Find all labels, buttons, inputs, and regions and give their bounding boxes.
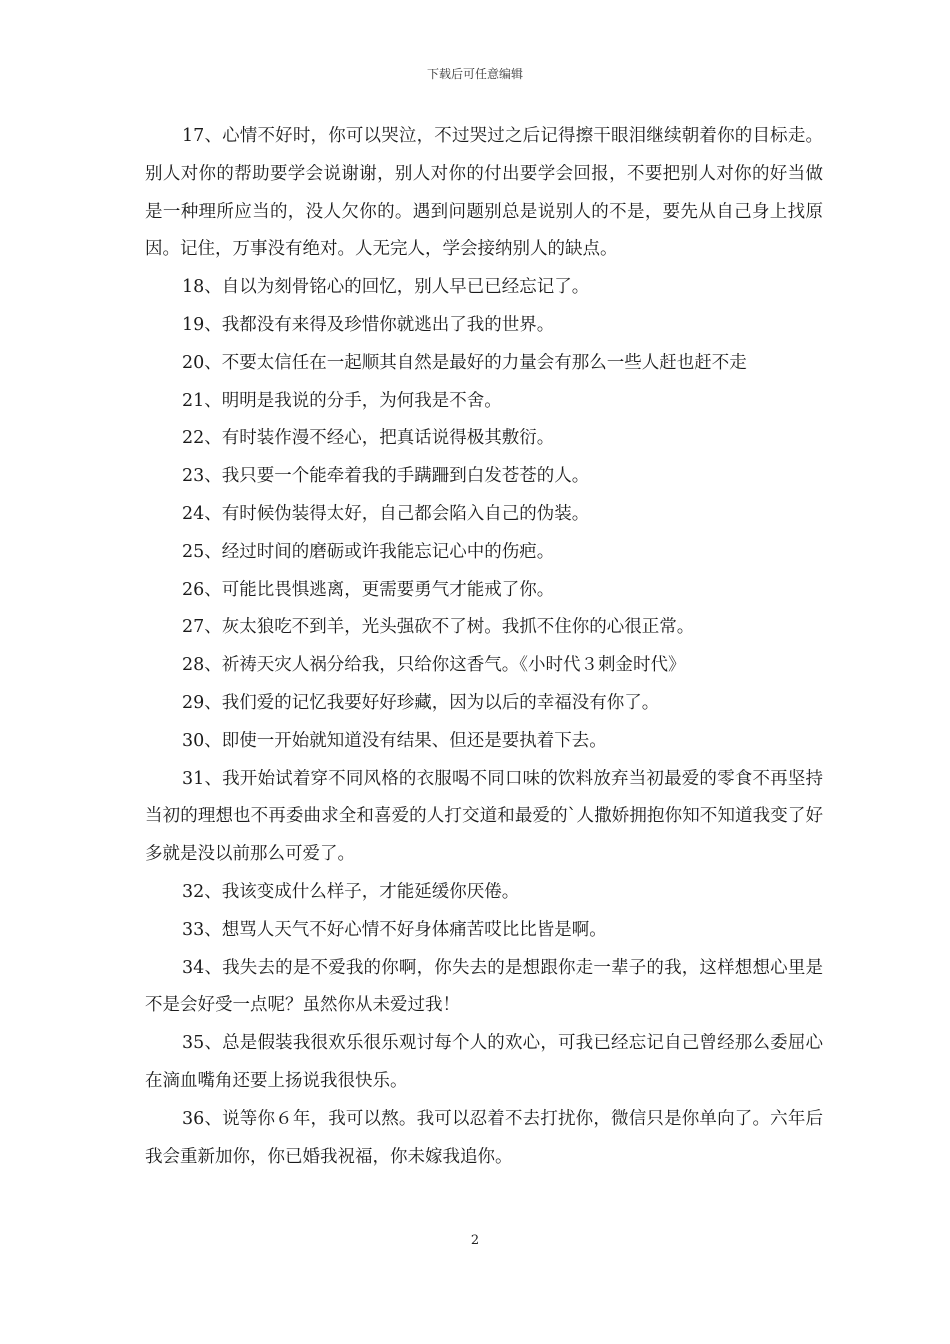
paragraph-17: 17、心情不好时，你可以哭泣，不过哭过之后记得擦干眼泪继续朝着你的目标走。别人对你的帮助要学会说谢谢，别人对你的付出要学会回报，不要把别人对你的好当做是一种理所应当的，没人欠你的。遇到问题别总是说别人的不是，要先从自己身上找原因。记住，万事没有绝对。人无完人，学会接纳别人的缺点。	[145, 126, 823, 260]
paragraph-32: 32、我该变成什么样子，才能延缓你厌倦。	[182, 881, 520, 902]
paragraph-24: 24、有时候伪装得太好，自己都会陷入自己的伪装。	[182, 503, 590, 524]
paragraph-36: 36、说等你６年，我可以熬。我可以忍着不去打扰你，微信只是你单向了。六年后我会重新加你，你已婚我祝福，你未嫁我追你。	[145, 1108, 823, 1167]
paragraph-25: 25、经过时间的磨砺或许我能忘记心中的伤疤。	[182, 541, 555, 562]
paragraph-29: 29、我们爱的记忆我要好好珍藏，因为以后的幸福没有你了。	[182, 692, 660, 713]
paragraph-18: 18、自以为刻骨铭心的回忆，别人早已已经忘记了。	[182, 277, 590, 298]
paragraph-20: 20、不要太信任在一起顺其自然是最好的力量会有那么一些人赶也赶不走	[182, 352, 747, 373]
page-header: 下载后可任意编辑	[426, 67, 523, 81]
paragraph-26: 26、可能比畏惧逃离，更需要勇气才能戒了你。	[182, 579, 555, 600]
paragraph-19: 19、我都没有来得及珍惜你就逃出了我的世界。	[182, 314, 555, 335]
paragraph-31: 31、我开始试着穿不同风格的衣服喝不同口味的饮料放弃当初最爱的零食不再坚持当初的理想也不再委曲求全和喜爱的人打交道和最爱的`人撒娇拥抱你知不知道我变了好多就是没以前那么可爱了。	[145, 768, 823, 865]
paragraph-30: 30、即使一开始就知道没有结果、但还是要执着下去。	[182, 730, 607, 751]
paragraph-21: 21、明明是我说的分手，为何我是不舍。	[182, 390, 502, 411]
paragraph-28: 28、祈祷天灾人祸分给我，只给你这香气。《小时代３刺金时代》	[182, 655, 686, 676]
paragraph-27: 27、灰太狼吃不到羊，光头强砍不了树。我抓不住你的心很正常。	[182, 617, 695, 638]
paragraph-23: 23、我只要一个能牵着我的手蹒跚到白发苍苍的人。	[182, 466, 590, 487]
paragraph-35: 35、总是假装我很欢乐很乐观讨每个人的欢心，可我已经忘记自己曾经那么委屈心在滴血嘴角还要上扬说我很快乐。	[145, 1033, 823, 1091]
paragraph-34: 34、我失去的是不爱我的你啊，你失去的是想跟你走一辈子的我，这样想想心里是不是会好受一点呢？虽然你从未爱过我！	[145, 957, 823, 1016]
paragraph-22: 22、有时装作漫不经心，把真话说得极其敷衍。	[182, 428, 555, 449]
paragraph-33: 33、想骂人天气不好心情不好身体痛苦哎比比皆是啊。	[182, 919, 607, 940]
document-body	[145, 118, 823, 1176]
page-number: 2	[470, 1233, 480, 1248]
